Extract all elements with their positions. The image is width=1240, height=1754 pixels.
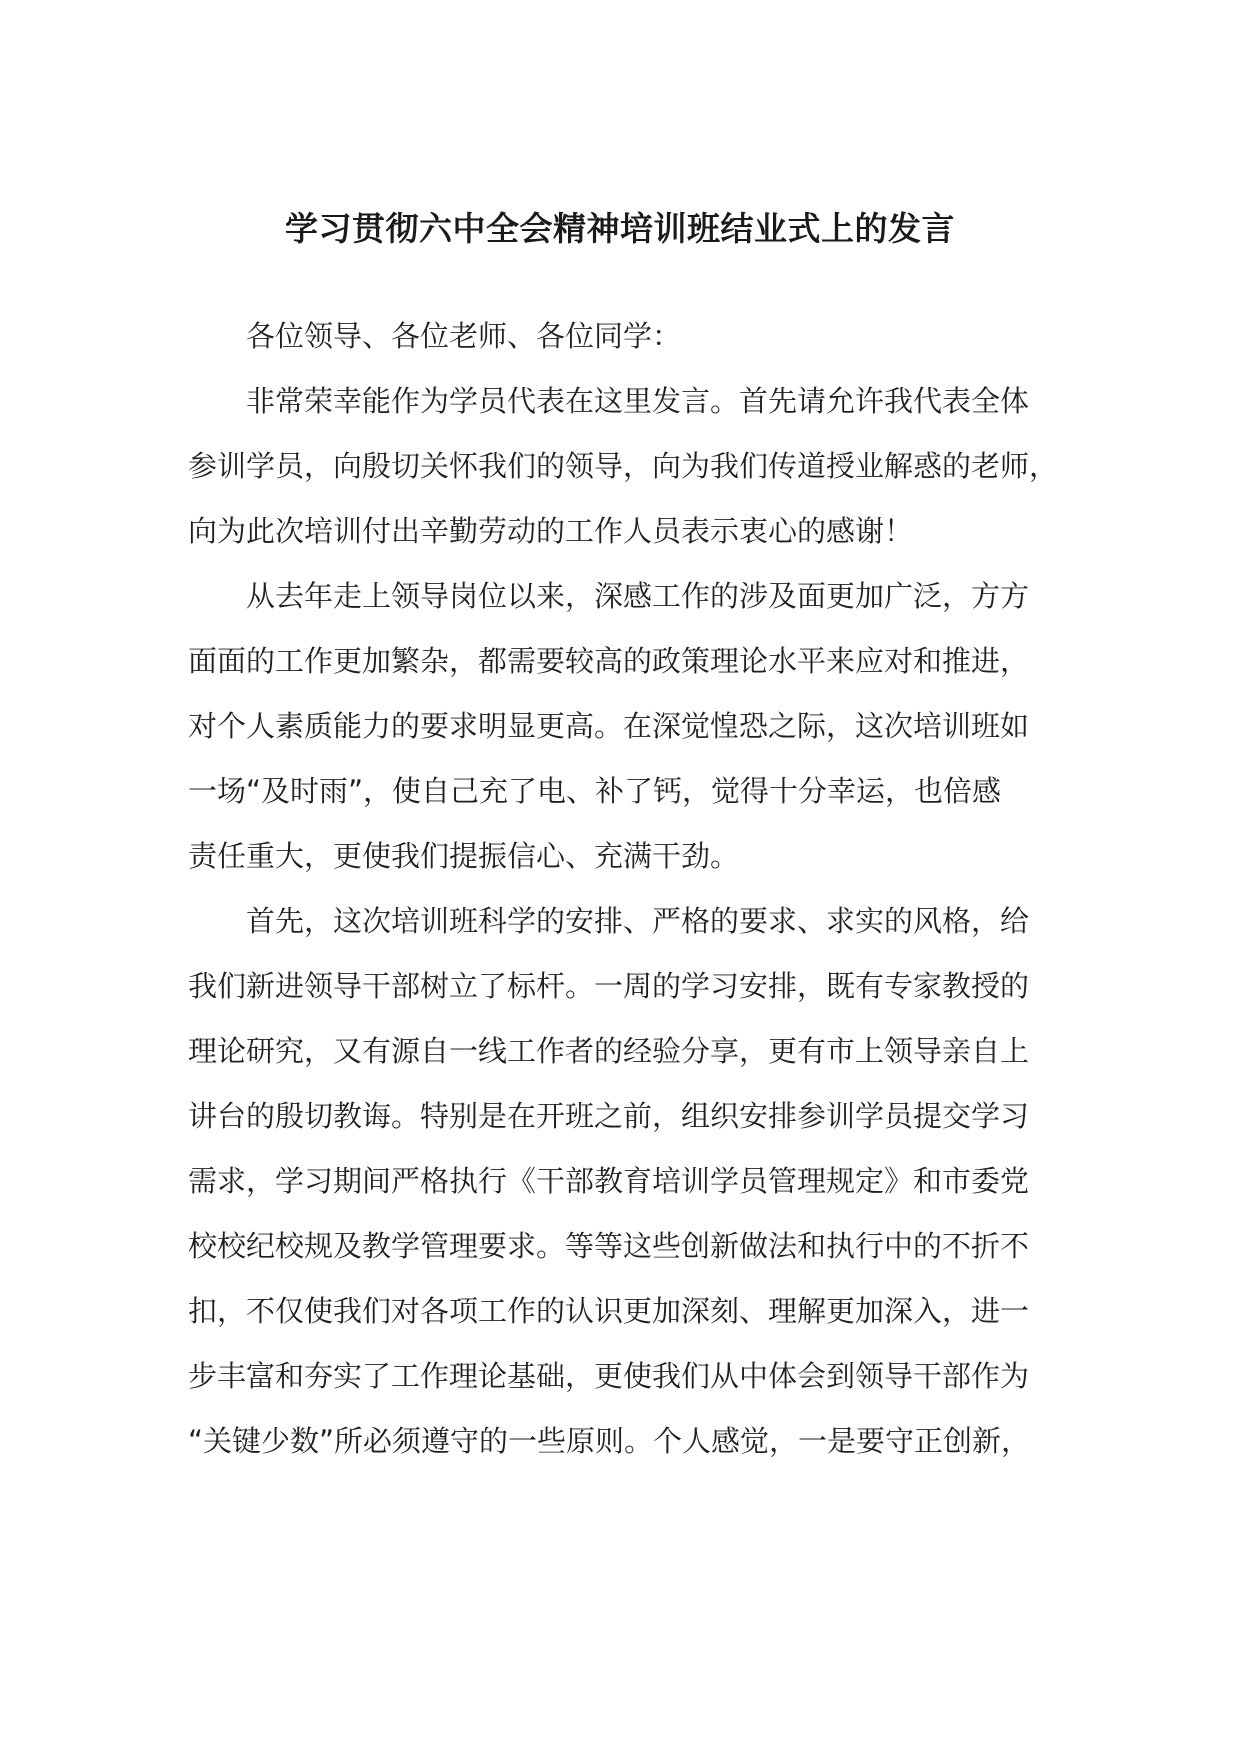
paragraph-line: 校校纪校规及教学管理要求。等等这些创新做法和执行中的不折不 (188, 1229, 1030, 1263)
document-title: 学习贯彻六中全会精神培训班结业式上的发言 (285, 209, 955, 248)
paragraph-line: 扣，不仅使我们对各项工作的认识更加深刻、理解更加深入，进一 (188, 1294, 1030, 1328)
paragraph-line: 首先，这次培训班科学的安排、严格的要求、求实的风格，给 (246, 904, 1030, 938)
paragraph-line: 从去年走上领导岗位以来，深感工作的涉及面更加广泛，方方 (246, 579, 1030, 613)
salutation: 各位领导、各位老师、各位同学： (246, 319, 682, 353)
paragraph-line: “关键少数”所必须遵守的一些原则。个人感觉，一是要守正创新， (188, 1424, 1031, 1458)
paragraph-line: 责任重大，更使我们提振信心、充满干劲。 (188, 839, 740, 873)
paragraph-line: 讲台的殷切教诲。特别是在开班之前，组织安排参训学员提交学习 (188, 1099, 1030, 1133)
paragraph-line: 向为此次培训付出辛勤劳动的工作人员表示衷心的感谢！ (188, 514, 914, 548)
paragraph-line: 对个人素质能力的要求明显更高。在深觉惶恐之际，这次培训班如 (188, 709, 1030, 743)
paragraph-line: 理论研究，又有源自一线工作者的经验分享，更有市上领导亲自上 (188, 1034, 1030, 1068)
paragraph-line: 需求，学习期间严格执行《干部教育培训学员管理规定》和市委党 (188, 1164, 1030, 1198)
paragraph-3 (188, 889, 1058, 1474)
document-body (188, 304, 1058, 1474)
paragraph-line: 我们新进领导干部树立了标杆。一周的学习安排，既有专家教授的 (188, 969, 1030, 1003)
paragraph-line: 非常荣幸能作为学员代表在这里发言。首先请允许我代表全体 (246, 384, 1030, 418)
paragraph-line: 一场“及时雨”，使自己充了电、补了钙，觉得十分幸运，也倍感 (188, 774, 1002, 808)
paragraph-line: 步丰富和夯实了工作理论基础，更使我们从中体会到领导干部作为 (188, 1359, 1030, 1393)
paragraph-line: 参训学员，向殷切关怀我们的领导，向为我们传道授业解惑的老师， (188, 449, 1059, 483)
paragraph-2 (188, 564, 1058, 889)
paragraph-line: 面面的工作更加繁杂，都需要较高的政策理论水平来应对和推进， (188, 644, 1030, 678)
paragraph-1 (188, 369, 1058, 564)
